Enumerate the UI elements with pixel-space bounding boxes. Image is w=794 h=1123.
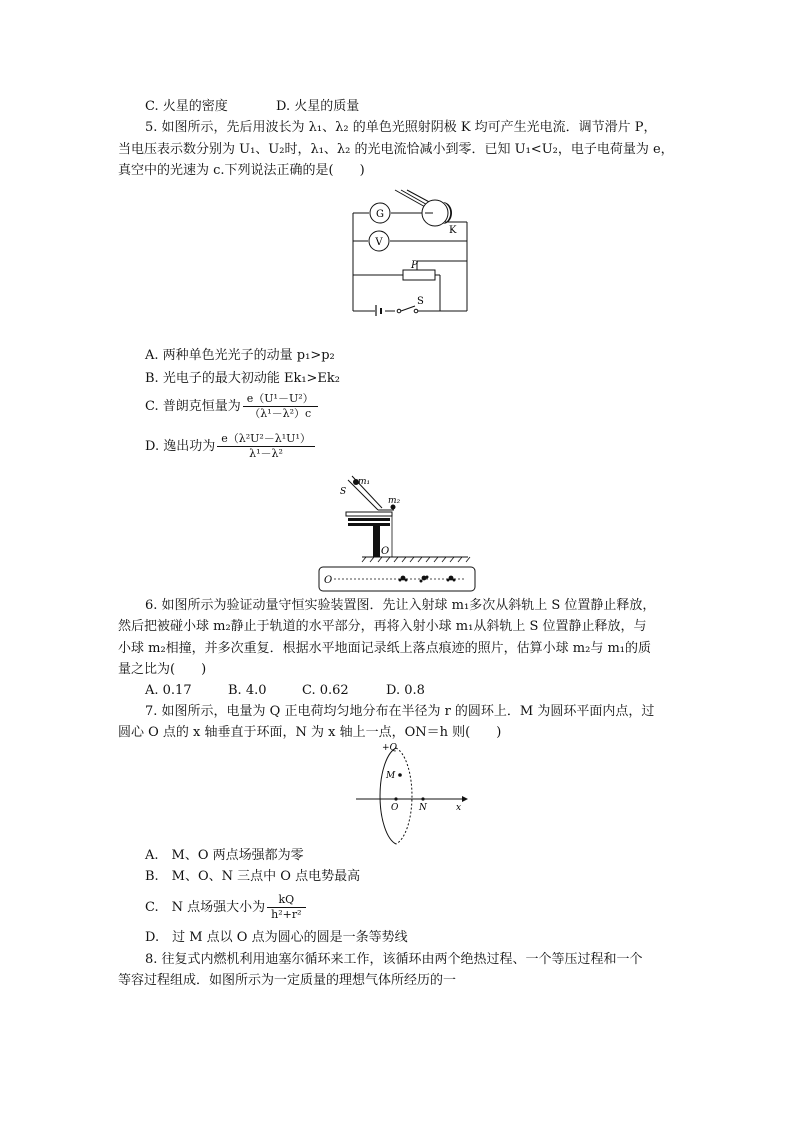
q6-label-s: S [340,487,347,497]
q7-label-q: +Q [382,743,397,753]
q7-label-x: x [456,803,462,813]
q8-stem-line-2: 等容过程组成．如图所示为一定质量的理想气体所经历的一 [118,973,457,988]
q6-label-m1: m₁ [358,477,371,487]
q7-stem-line-1: 7. 如图所示，电量为 Q 正电荷均匀地分布在半径为 r 的圆环上．M 为圆环平面内点，过 [145,704,655,719]
q4-option-d: D. 火星的质量 [276,99,360,114]
q5-option-d-numerator: e（λ²U²－λ¹U¹） [217,432,315,447]
switch-label: S [417,296,424,307]
q5-stem-line-3: 真空中的光速为 c.下列说法正确的是( ) [118,163,365,178]
q6-stem-line-1: 6. 如图所示为验证动量守恒实验装置图．先让入射球 m₁多次从斜轨上 S 位置静止释放， [145,598,656,613]
q5-option-c-numerator: e（U¹－U²） [243,392,318,407]
q7-label-n: N [419,803,427,813]
q7-option-a: A. M、O 两点场强都为零 [145,848,304,863]
q5-option-d-prefix: D. 逸出功为 [145,439,216,454]
q7-option-c-prefix: C. N 点场强大小为 [145,900,266,915]
q5-option-d-fraction [217,432,315,461]
q6-option-d: D. 0.8 [386,683,425,698]
q5-option-c-denominator: （λ¹－λ²）c [249,407,312,420]
q5-option-d-denominator: λ¹－λ² [249,447,283,460]
q6-stem-line-3: 小球 m₂相撞，并多次重复．根据水平地面记录纸上落点痕迹的照片，估算小球 m₂与 m₁的质 [118,641,652,656]
q5-stem-line-1: 5. 如图所示，先后用波长为 λ₁、λ₂ 的单色光照射阴极 K 均可产生光电流．调节滑片 P， [145,120,657,135]
q7-option-c-denominator: h²+r² [271,908,302,921]
q6-stem-line-2: 然后把被碰小球 m₂静止于轨道的水平部分，再将入射小球 m₁从斜轨上 S 位置静止释放，与 [118,619,647,634]
q7-option-b: B. M、O、N 三点中 O 点电势最高 [145,869,361,884]
q8-stem-line-1: 8. 往复式内燃机利用迪塞尔循环来工作，该循环由两个绝热过程、一个等压过程和一个 [145,952,643,967]
voltmeter-label: V [375,237,383,248]
q6-option-c: C. 0.62 [302,683,349,698]
q7-label-m: M [386,771,396,781]
q5-stem-line-2: 当电压表示数分别为 U₁、U₂时，λ₁、λ₂ 的光电流恰减小到零．已知 U₁<U₂，电子电荷量为 e， [118,142,674,157]
q4-option-c: C. 火星的密度 [145,99,228,114]
q5-option-c-prefix: C. 普朗克恒量为 [145,399,241,414]
q7-option-c-numerator: kQ [267,893,305,908]
q5-option-c-fraction [243,392,318,421]
q5-option-c [145,392,318,421]
q6-label-o: O [381,546,390,557]
q7-label-o: O [391,803,399,813]
q6-option-b: B. 4.0 [228,683,267,698]
q7-option-c-fraction [267,893,305,922]
q7-option-c [145,893,306,922]
q6-photo-label-o: O [324,575,333,586]
q7-stem-line-2: 圆心 O 点的 x 轴垂直于环面，N 为 x 轴上一点，ON＝h 则( ) [118,725,502,740]
q6-stem-line-4: 量之比为( ) [118,662,207,677]
cathode-label: K [449,225,457,236]
q7-charged-ring-figure [352,740,472,846]
q5-photoelectric-circuit-figure [345,188,475,316]
q6-landing-photo-strip [318,566,476,592]
galvanometer-label: G [376,209,384,220]
q6-option-a: A. 0.17 [145,683,192,698]
q5-option-b: B. 光电子的最大初动能 Ek₁>Ek₂ [145,371,341,386]
slider-label: P [411,260,418,271]
q6-label-m2: m₂ [388,496,401,506]
q7-option-d: D. 过 M 点以 O 点为圆心的圆是一条等势线 [145,930,408,945]
q5-option-a: A. 两种单色光光子的动量 p₁>p₂ [145,348,335,363]
q5-option-d [145,432,315,461]
